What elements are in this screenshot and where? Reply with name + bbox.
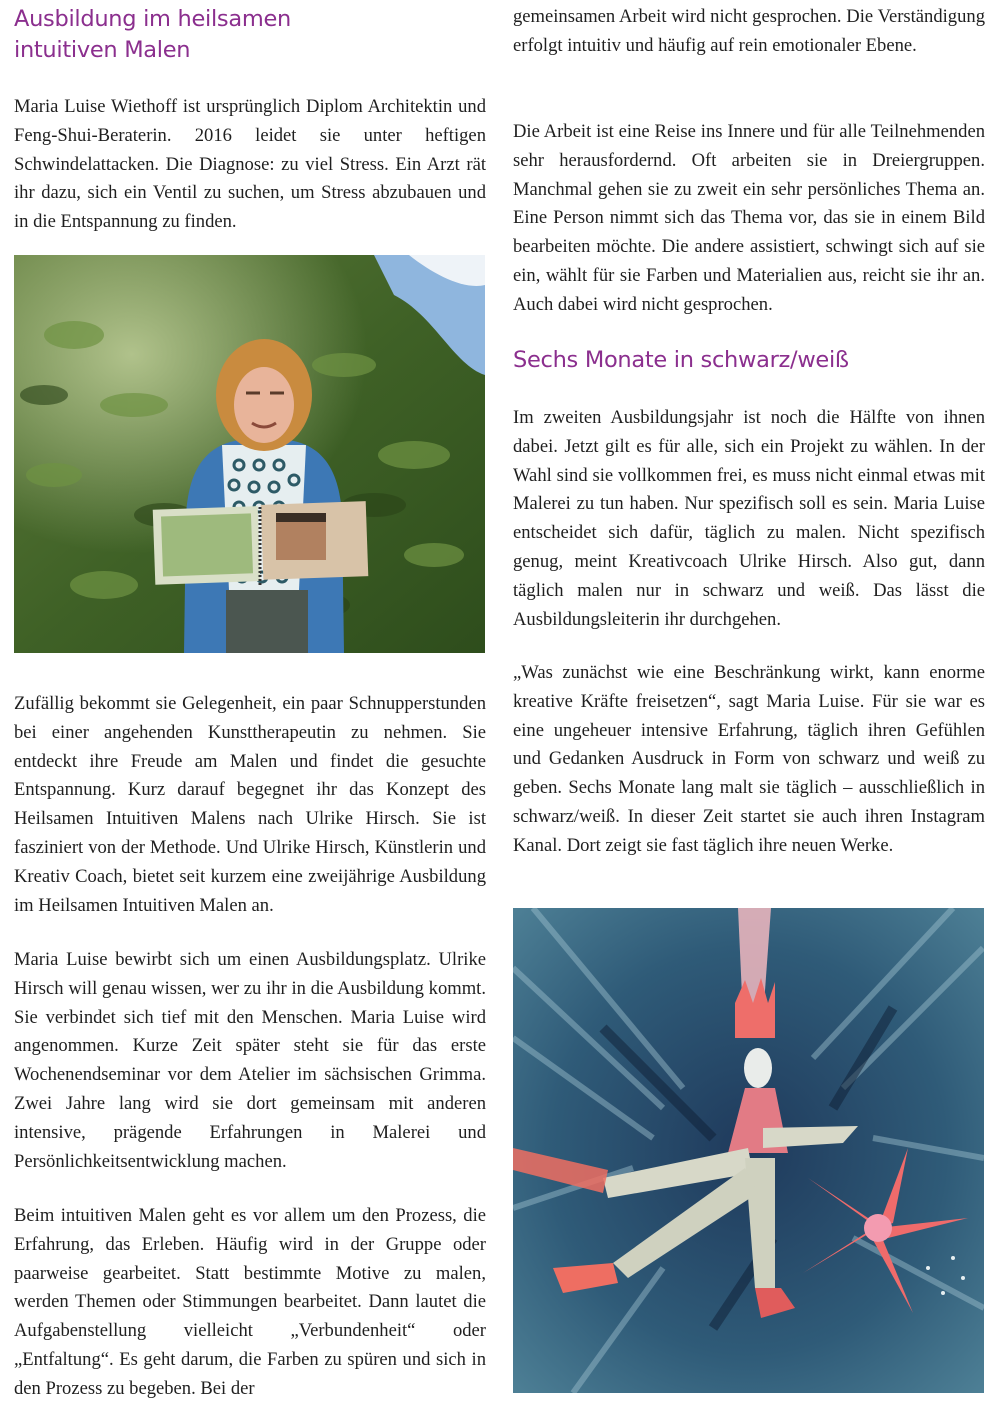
heading-line-2: intuitiven Malen bbox=[14, 37, 191, 63]
section-heading-schwarz-weiss: Sechs Monate in schwarz/weiß bbox=[513, 347, 849, 373]
painting-artwork bbox=[513, 908, 984, 1393]
paragraph-intuitives-malen: Beim intuitiven Malen geht es vor allem um den Prozess, die Erfahrung, das Erleben. Häufig wird in der Gruppe oder paarweise gearbeitet. Statt bestimmte Motive zu malen, werden Themen oder Stimmungen bearbeitet. Dann lautet die Aufgabenstellung vielleicht „Verbundenheit“ oder „Entfaltung“. Es geht darum, die Farben zu spüren und sich in den Prozess zu begeben. Bei der bbox=[14, 1205, 486, 1399]
paragraph-reise-ins-innere: Die Arbeit ist eine Reise ins Innere und für alle Teilnehmenden sehr herausfordernd. Oft arbeiten sie in Dreiergruppen. Manchmal gehen sie zu zweit ein sehr persönliches Thema an. Eine Person nimmt sich das Thema vor, das sie in einem Bild bearbeiten möchte. Die andere assistiert, schwingt sich auf sie ein, wählt für sie Farben und Materialien aus, reicht sie ihr an. Auch dabei wird nicht gesprochen. bbox=[513, 121, 985, 315]
paragraph-schnupperstunden: Zufällig bekommt sie Gelegenheit, ein paar Schnupperstunden bei einer angehenden Kunsttherapeutin zu nehmen. Sie entdeckt ihre Freude am Malen und findet die gesuchte Entspannung. Kurz darauf begegnet ihr das Konzept des Heilsamen Intuitiven Malens nach Ulrike Hirsch. Sie ist fasziniert von der Methode. Und Ulrike Hirsch, Künstlerin und Kreativ Coach, bietet seit kurzem eine zweijährige Ausbildung im Heilsamen Intuitiven Malen an. bbox=[14, 693, 486, 916]
portrait-photo bbox=[14, 255, 485, 653]
paragraph-beschraenkung-quote: „Was zunächst wie eine Beschränkung wirkt, kann enorme kreative Kräfte freisetzen“, sagt Maria Luise. Für sie war es eine ungeheuer intensive Erfahrung, täglich ihren Gefühlen und Gedanken Ausdruck in Form von schwarz und weiß zu geben. Sechs Monate lang malt sie täglich – ausschließlich in schwarz/weiß. In dieser Zeit startet sie auch ihren Instagram Kanal. Dort zeigt sie fast täglich ihre neuen Werke. bbox=[513, 662, 985, 856]
painting-image bbox=[513, 908, 984, 1393]
paragraph-ausbildungsplatz: Maria Luise bewirbt sich um einen Ausbildungsplatz. Ulrike Hirsch will genau wissen, wer zu ihr in die Ausbildung kommt. Sie verbindet sich tief mit den Menschen. Maria Luise wird angenommen. Kurze Zeit später steht sie für das erste Wochenendseminar vor dem Atelier im sächsischen Grimma. Zwei Jahre lang wird sie dort gemeinsam mit anderen intensive, prägende Erfahrungen in Malerei und Persönlichkeitsentwicklung machen. bbox=[14, 949, 486, 1172]
portrait-photo-image bbox=[14, 255, 485, 653]
paragraph-zweites-jahr: Im zweiten Ausbildungsjahr ist noch die Hälfte von ihnen dabei. Jetzt gilt es für alle, sich ein Projekt zu wählen. In der Wahl sind sie vollkommen frei, es muss nicht einmal etwas mit Malerei zu tun haben. Nur spezifisch soll es sein. Maria Luise entscheidet sich dafür, täglich zu malen. Nicht spezifisch genug, meint Kreativcoach Ulrike Hirsch. Also gut, dann täglich malen nur in schwarz und weiß. Das lässt die Ausbildungsleiterin ihr durchgehen. bbox=[513, 407, 985, 630]
heading-line-1: Ausbildung im heilsamen bbox=[14, 6, 291, 32]
section-heading-ausbildung bbox=[14, 4, 486, 66]
paragraph-verstaendigung: gemeinsamen Arbeit wird nicht gesprochen. Die Verständigung erfolgt intuitiv und häufig auf rein emotionaler Ebene. bbox=[513, 6, 985, 56]
paragraph-intro: Maria Luise Wiethoff ist ursprünglich Diplom Architektin und Feng-Shui-Beraterin. 2016 leidet sie unter heftigen Schwindelattacken. Die Diagnose: zu viel Stress. Ein Arzt rät ihr dazu, sich ein Ventil zu suchen, um Stress abzubauen und in die Entspannung zu finden. bbox=[14, 96, 486, 233]
